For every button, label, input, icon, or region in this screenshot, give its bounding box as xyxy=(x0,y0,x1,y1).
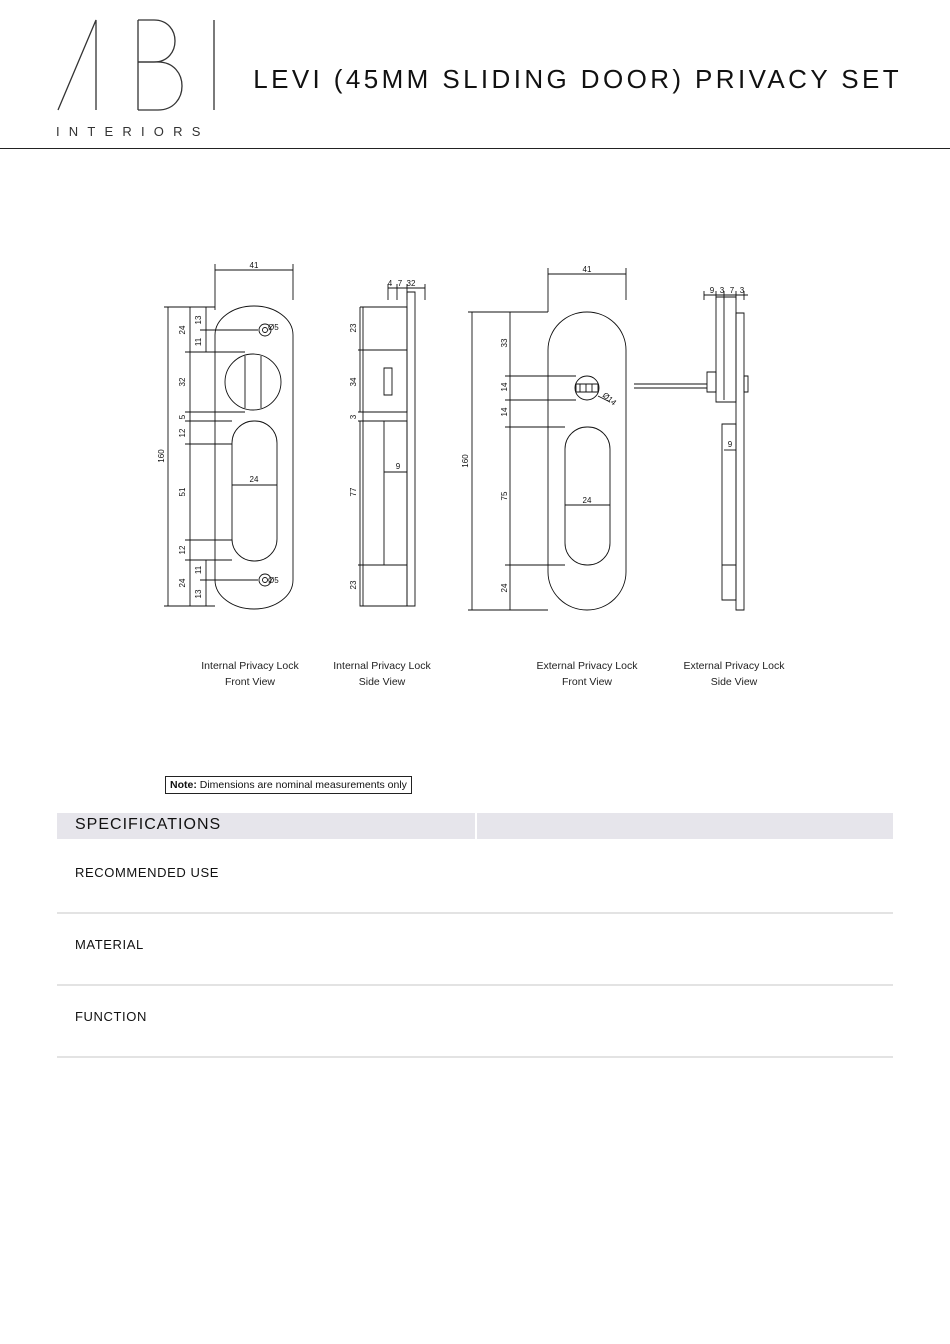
dim-v3-e: 24 xyxy=(500,583,509,593)
caption-line: Side View xyxy=(358,676,406,688)
dim-v1-total: 160 xyxy=(157,449,166,463)
dim-v1-g: 51 xyxy=(178,487,187,497)
dim-v3-inner: 24 xyxy=(582,496,592,505)
header-divider xyxy=(475,813,477,839)
dim-v3-total: 160 xyxy=(461,454,470,468)
dim-v1-hole-top: Ø5 xyxy=(268,323,279,332)
external-front-view xyxy=(468,268,626,610)
specifications-title: SPECIFICATIONS xyxy=(75,816,222,833)
dim-v2-e: 23 xyxy=(349,580,358,590)
internal-side-view xyxy=(358,284,425,606)
dim-v3-b: 14 xyxy=(500,382,509,392)
caption-internal-front xyxy=(185,658,315,690)
dim-v1-j: 11 xyxy=(194,565,203,575)
dim-v3-hole: Ø14 xyxy=(600,390,619,408)
caption-line: Internal Privacy Lock xyxy=(333,660,431,672)
dim-v1-c: 11 xyxy=(194,337,203,347)
dim-v4-t1: 9 xyxy=(709,286,715,295)
dim-v2-a: 23 xyxy=(349,323,358,333)
spec-label: MATERIAL xyxy=(75,937,144,952)
dim-v1-h: 12 xyxy=(178,545,187,555)
dim-v1-d: 32 xyxy=(178,377,187,387)
dim-v4-t3: 7 xyxy=(729,286,735,295)
spec-row-function xyxy=(57,984,893,1058)
spec-row-material xyxy=(57,912,893,986)
caption-internal-side xyxy=(317,658,447,690)
spec-label: RECOMMENDED USE xyxy=(75,865,220,880)
dim-v2-t2: 7 xyxy=(397,279,403,288)
caption-line: Internal Privacy Lock xyxy=(201,660,299,672)
dim-v4-inner: 9 xyxy=(727,440,733,449)
dimensions-note xyxy=(165,776,412,794)
page-title: LEVI (45MM SLIDING DOOR) PRIVACY SET xyxy=(253,64,902,94)
dim-v2-inner: 9 xyxy=(395,462,401,471)
dim-v4-t2: 3 xyxy=(719,286,725,295)
dim-v1-f: 12 xyxy=(178,428,187,438)
dim-v1-b: 13 xyxy=(194,315,203,325)
caption-line: External Privacy Lock xyxy=(683,660,785,672)
external-side-view xyxy=(634,291,748,610)
dim-v1-a: 24 xyxy=(178,325,187,335)
dim-v1-k: 13 xyxy=(194,589,203,599)
note-text: Dimensions are nominal measurements only xyxy=(196,779,407,791)
dim-v1-inner: 24 xyxy=(249,475,259,484)
dim-v2-t3: 32 xyxy=(406,279,416,288)
spec-label: FUNCTION xyxy=(75,1009,147,1024)
dim-v1-i: 24 xyxy=(178,578,187,588)
dim-v2-b: 34 xyxy=(349,377,358,387)
dim-v1-width: 41 xyxy=(249,261,259,270)
dim-v3-a: 33 xyxy=(500,338,509,348)
dim-v4-t4: 3 xyxy=(739,286,745,295)
dim-v2-c: 3 xyxy=(349,414,358,420)
logo-subtitle: INTERIORS xyxy=(56,124,210,139)
caption-line: Front View xyxy=(562,676,612,688)
spec-row-recommended-use xyxy=(57,840,893,914)
caption-line: External Privacy Lock xyxy=(536,660,638,672)
dim-v1-e: 5 xyxy=(178,414,187,420)
technical-drawing xyxy=(150,255,800,695)
header-rule xyxy=(0,148,950,149)
specifications-header xyxy=(57,813,893,839)
dim-v3-c: 14 xyxy=(500,407,509,417)
caption-external-front xyxy=(522,658,652,690)
caption-line: Front View xyxy=(225,676,275,688)
dim-v3-width: 41 xyxy=(582,265,592,274)
dim-v2-t1: 4 xyxy=(387,279,393,288)
caption-line: Side View xyxy=(710,676,758,688)
dim-v3-d: 75 xyxy=(500,491,509,501)
note-prefix: Note: xyxy=(170,779,197,791)
caption-external-side xyxy=(669,658,799,690)
dim-v1-hole-bottom: Ø5 xyxy=(268,576,279,585)
dim-v2-d: 77 xyxy=(349,487,358,497)
